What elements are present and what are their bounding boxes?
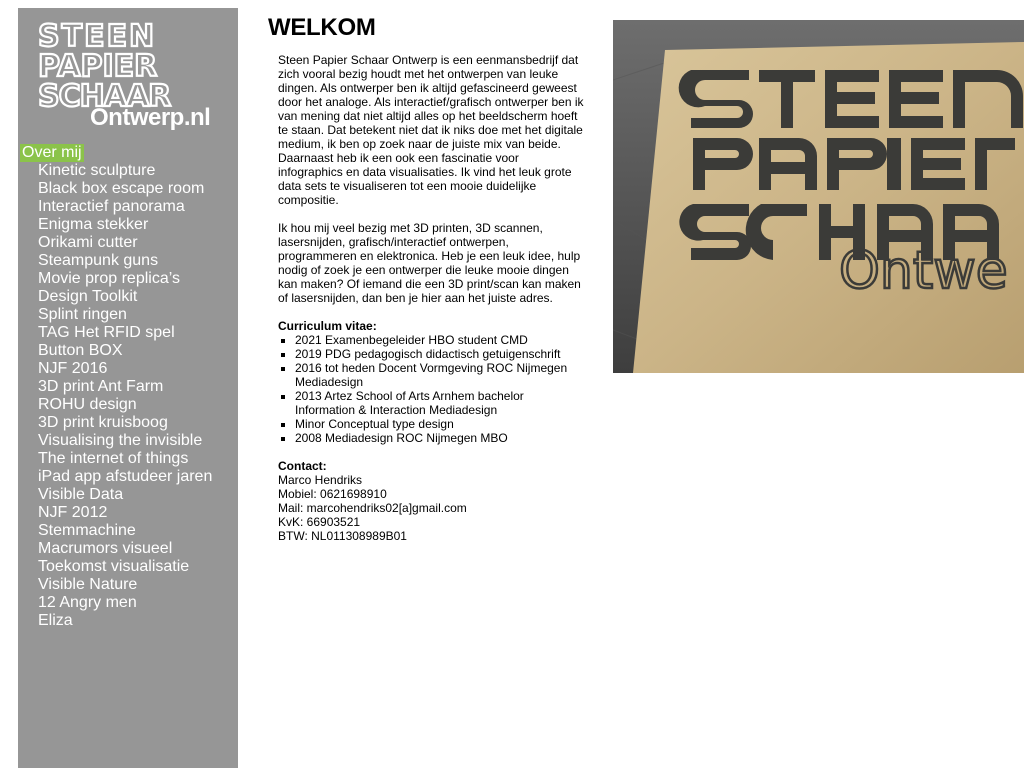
nav-item[interactable]: 3D print Ant Farm [38, 378, 164, 395]
nav-item[interactable]: The internet of things [38, 450, 189, 467]
main-content [278, 53, 584, 543]
contact-btw: BTW: NL011308989B01 [278, 529, 407, 543]
nav-item-over-mij[interactable]: Over mij [22, 144, 82, 161]
sidebar [18, 8, 238, 768]
nav-item[interactable]: Visible Nature [38, 576, 138, 593]
nav-list [18, 162, 238, 630]
nav-item[interactable]: Stemmachine [38, 522, 136, 539]
nav-item[interactable]: 12 Angry men [38, 594, 137, 611]
cv-item: ▪ Minor Conceptual type design [295, 417, 584, 431]
cv-item: ▪ 2019 PDG pedagogisch didactisch getuigenschrift [295, 347, 584, 361]
nav-item[interactable]: Black box escape room [38, 180, 205, 197]
nav-item[interactable]: Visualising the invisible [38, 432, 203, 449]
nav-item[interactable]: Design Toolkit [38, 288, 138, 305]
nav-item[interactable]: 3D print kruisboog [38, 414, 168, 431]
cv-item: ▪ 2016 tot heden Docent Vormgeving ROC Nijmegen Mediadesign [295, 361, 584, 389]
nav-item[interactable]: NJF 2012 [38, 504, 108, 521]
contact-kvk: KvK: 66903521 [278, 515, 361, 529]
cv-list [278, 333, 584, 445]
nav-item[interactable]: ROHU design [38, 396, 137, 413]
logo-line-2: PAPIER [38, 49, 158, 84]
nav-item[interactable]: Eliza [38, 612, 73, 629]
logo-mark-icon [38, 20, 210, 110]
nav-item[interactable]: Toekomst visualisatie [38, 558, 190, 575]
intro-paragraph-1: Steen Papier Schaar Ontwerp is een eenmansbedrijf dat zich vooral bezig houdt met het ontwerpen van leuke dingen. Als ontwerper ben ik altijd gefascineerd geweest door het analoge. Als interactief/grafisch ontwerper ben ik van mening dat niet altijd alles op het beeldscherm hoeft te staan. Dat betekent niet dat ik niks doe met het digitale medium, ik ben op zoek naar de juiste mix van beide. Daarnaast heb ik een ook een fascinatie voor infographics en data visualisaties. Ik vind het leuk grote data sets te visualiseren tot een mooie duidelijke compositie. [278, 53, 584, 207]
nav-item[interactable]: Orikami cutter [38, 234, 138, 251]
contact-mail: Mail: marcohendriks02[a]gmail.com [278, 501, 467, 515]
nav-item[interactable]: Button BOX [38, 342, 123, 359]
logo-line-1: STEEN [38, 20, 157, 54]
nav-item[interactable]: NJF 2016 [38, 360, 108, 377]
cv-item: ▪ 2021 Examenbegeleider HBO student CMD [295, 333, 584, 347]
hero-ontwerp-text: Ontwe [839, 241, 1008, 301]
nav-item[interactable]: Enigma stekker [38, 216, 149, 233]
nav-item[interactable]: Macrumors visueel [38, 540, 173, 557]
hero-image [613, 20, 1024, 373]
nav-item[interactable]: Interactief panorama [38, 198, 185, 215]
logo-line-3: SCHAAR [38, 79, 171, 110]
nav-item[interactable]: Steampunk guns [38, 252, 159, 269]
main-nav [18, 144, 238, 630]
contact-heading: Contact: [278, 459, 327, 473]
cv-item: ▪ 2008 Mediadesign ROC Nijmegen MBO [295, 431, 584, 445]
nav-item[interactable]: Splint ringen [38, 306, 127, 323]
nav-item[interactable]: TAG Het RFID spel [38, 324, 175, 341]
page-title: WELKOM [268, 14, 376, 41]
cv-item: ▪ 2013 Artez School of Arts Arnhem bachelor Information & Interaction Mediadesign [295, 389, 584, 417]
laser-cut-logo-image [613, 20, 1024, 373]
nav-item[interactable]: Kinetic sculpture [38, 162, 156, 179]
nav-item[interactable]: Movie prop replica’s [38, 270, 180, 287]
cv-heading: Curriculum vitae: [278, 319, 377, 333]
contact-name: Marco Hendriks [278, 473, 363, 487]
nav-item[interactable]: iPad app afstudeer jaren [38, 468, 213, 485]
logo-suffix: Ontwerp.nl [90, 104, 211, 131]
intro-paragraph-2: Ik hou mij veel bezig met 3D printen, 3D scannen, lasersnijden, grafisch/interactief ontwerpen, programmeren en elektronica. Heb je een leuk idee, hulp nodig of zoek je een ontwerper die leuke mooie dingen kan maken? Of iemand die een 3D print/scan kan maken of lasersnijden, dan ben je hier aan het juiste adres. [278, 221, 581, 305]
site-logo[interactable] [38, 20, 210, 138]
contact-mobile: Mobiel: 0621698910 [278, 487, 387, 501]
nav-item[interactable]: Visible Data [38, 486, 124, 503]
